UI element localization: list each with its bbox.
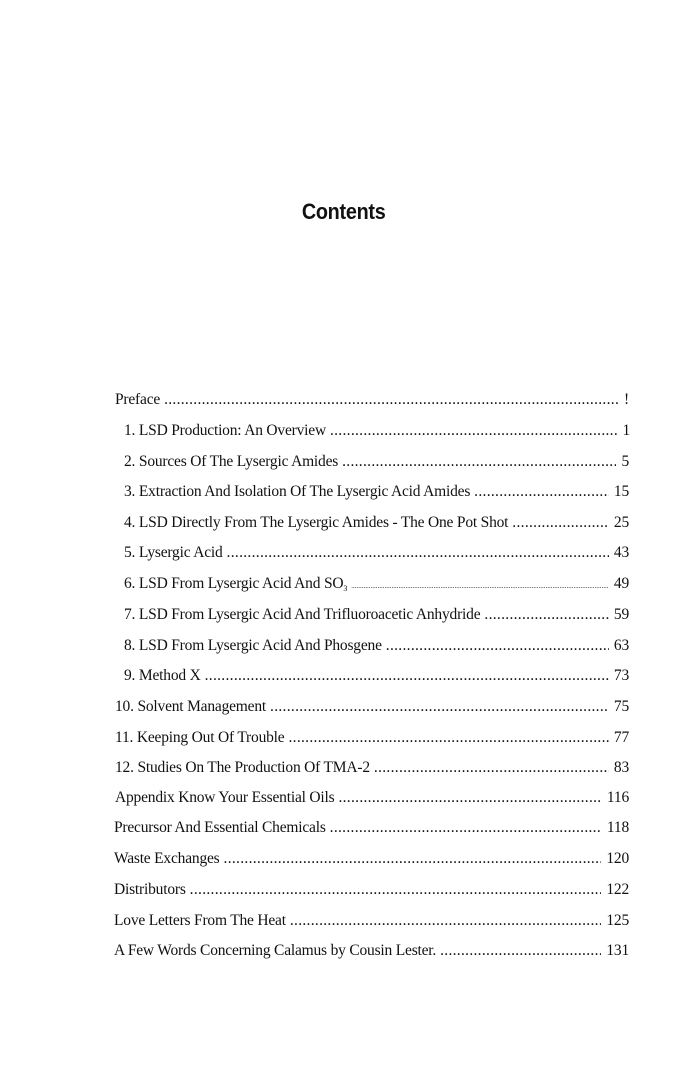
toc-entry-title: 4. LSD Directly From The Lysergic Amides - The One Pot Shot	[124, 514, 509, 531]
toc-entry[interactable]	[124, 635, 629, 657]
toc-entry-page: 118	[606, 819, 629, 836]
toc-entry-title: 3. Extraction And Isolation Of The Lysergic Acid Amides	[124, 483, 471, 500]
toc-entry[interactable]	[115, 757, 629, 779]
toc-entry-page: 75	[613, 698, 629, 715]
dot-leader	[288, 727, 608, 749]
toc-entry[interactable]	[124, 481, 629, 503]
toc-entry-page: 116	[606, 789, 629, 806]
toc-entry[interactable]	[114, 817, 629, 839]
toc-entry-page: 122	[606, 881, 629, 898]
toc-entry-page: 77	[613, 729, 629, 746]
toc-entry[interactable]	[114, 879, 629, 901]
dot-leader	[512, 512, 609, 534]
dot-leader	[386, 635, 609, 657]
toc-entry-title: Distributors	[114, 881, 186, 898]
toc-entry-page: 83	[613, 759, 629, 776]
toc-entry-page: 49	[613, 575, 629, 592]
toc-entry-title: 2. Sources Of The Lysergic Amides	[124, 453, 339, 470]
toc-entry-title: Love Letters From The Heat	[114, 912, 286, 929]
toc-entry[interactable]	[114, 848, 629, 870]
subscript: 3	[343, 584, 348, 593]
toc-entry[interactable]	[115, 389, 629, 411]
toc-entry-page: 25	[613, 514, 629, 531]
toc-entry-page: 63	[613, 637, 629, 654]
toc-entry[interactable]	[115, 787, 629, 809]
dot-leader	[474, 481, 609, 503]
dot-leader	[374, 757, 609, 779]
dot-leader	[224, 848, 602, 870]
dot-leader	[190, 879, 602, 901]
toc-entry[interactable]	[114, 940, 629, 962]
toc-entry-title: 10. Solvent Management	[115, 698, 267, 715]
toc-entry-page: 73	[613, 667, 629, 684]
dot-leader	[227, 542, 609, 564]
toc-entry-page: 15	[613, 483, 629, 500]
toc-entry-title: 11. Keeping Out Of Trouble	[115, 729, 285, 746]
toc-entry[interactable]	[124, 420, 630, 442]
dot-leader	[330, 420, 617, 442]
toc-entry[interactable]	[124, 573, 629, 595]
dot-leader	[484, 604, 609, 626]
toc-entry-title: 5. Lysergic Acid	[124, 544, 223, 561]
dot-leader	[290, 910, 601, 932]
toc-entry-title: Appendix Know Your Essential Oils	[115, 789, 335, 806]
dot-leader	[270, 696, 609, 718]
toc-entry-title	[124, 573, 347, 595]
toc-entry-page: 1	[622, 422, 630, 439]
dot-leader	[205, 665, 609, 687]
page-title: Contents	[301, 199, 386, 224]
toc-entry-title: 1. LSD Production: An Overview	[124, 422, 326, 439]
toc-entry-page: 59	[613, 606, 629, 623]
toc-entry-title: 7. LSD From Lysergic Acid And Trifluoroacetic Anhydride	[124, 606, 481, 623]
dot-leader	[342, 451, 616, 473]
toc-entry-page: 131	[606, 942, 629, 959]
toc-entry-title: 9. Method X	[124, 667, 201, 684]
toc-entry-title: Preface	[115, 391, 161, 408]
dot-leader	[440, 940, 601, 962]
toc-entry[interactable]	[124, 542, 629, 564]
dot-leader	[330, 817, 602, 839]
toc-entry-title: 12. Studies On The Production Of TMA-2	[115, 759, 370, 776]
dot-leader	[338, 787, 601, 809]
toc-entry-title: Precursor And Essential Chemicals	[114, 819, 326, 836]
toc-entry-title-text: 6. LSD From Lysergic Acid And SO	[124, 575, 344, 592]
toc-entry-title: Waste Exchanges	[114, 850, 220, 867]
toc-entry-page: 43	[613, 544, 629, 561]
toc-entry[interactable]	[115, 727, 629, 749]
toc-entry[interactable]	[124, 451, 629, 473]
toc-entry[interactable]	[115, 696, 629, 718]
toc-entry-title: 8. LSD From Lysergic Acid And Phosgene	[124, 637, 382, 654]
toc-entry-page: !	[624, 391, 629, 408]
toc-entry[interactable]	[124, 665, 629, 687]
toc-entry-page: 5	[621, 453, 629, 470]
toc-entry[interactable]	[124, 604, 629, 626]
toc-entry-page: 120	[606, 850, 629, 867]
toc-entry-title: A Few Words Concerning Calamus by Cousin Lester.	[114, 942, 437, 959]
toc-entry-page: 125	[606, 912, 629, 929]
dot-leader	[351, 575, 609, 597]
toc-entry[interactable]	[124, 512, 629, 534]
toc-entry[interactable]	[114, 910, 629, 932]
dot-leader	[164, 389, 619, 411]
